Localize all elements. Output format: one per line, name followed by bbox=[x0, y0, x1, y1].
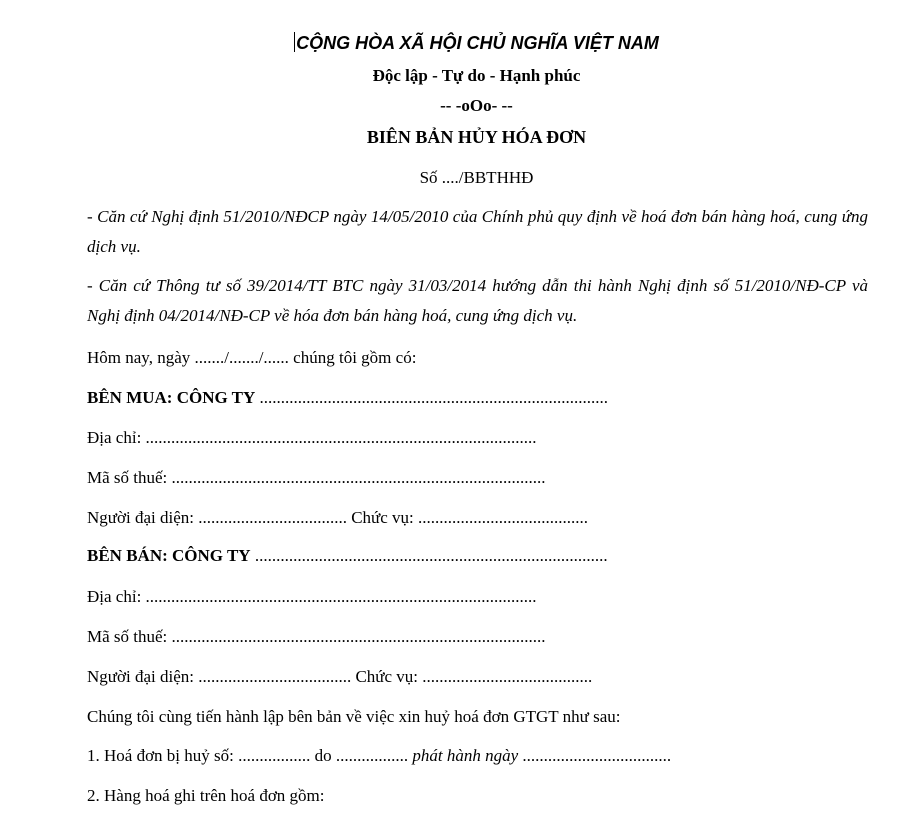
seller-representative: Người đại diện: .................................... Chức vụ: ........................................ bbox=[87, 667, 593, 686]
ornament-divider: -- -oOo- -- bbox=[440, 96, 513, 115]
seller-heading bbox=[87, 546, 608, 566]
seller-heading-label: BÊN BÁN: CÔNG TY bbox=[87, 546, 251, 565]
basis-paragraph-1: - Căn cứ Nghị định 51/2010/NĐCP ngày 14/05/2010 của Chính phủ quy định về hoá đơn bán hàng hoá, cung ứng dịch vụ. bbox=[87, 207, 868, 256]
statement: Chúng tôi cùng tiến hành lập bên bản về việc xin huỷ hoá đơn GTGT như sau: bbox=[87, 707, 621, 726]
nation-text: CỘNG HÒA XÃ HỘI CHỦ NGHĨA VIỆT NAM bbox=[296, 33, 659, 53]
buyer-address: Địa chỉ: ............................................................................................ bbox=[87, 428, 537, 447]
buyer-tax-code: Mã số thuế: ........................................................................................ bbox=[87, 468, 546, 487]
document-title: BIÊN BẢN HỦY HÓA ĐƠN bbox=[366, 127, 587, 147]
buyer-heading bbox=[87, 388, 608, 408]
meeting-intro: Hôm nay, ngày ......./......./...... chúng tôi gồm có: bbox=[87, 348, 417, 367]
item-1-suffix: ................................... bbox=[518, 746, 672, 765]
buyer-heading-fill: .................................................................................. bbox=[255, 388, 609, 407]
item-1 bbox=[87, 746, 671, 766]
seller-address: Địa chỉ: ............................................................................................ bbox=[87, 587, 537, 606]
buyer-representative: Người đại diện: ................................... Chức vụ: ........................................ bbox=[87, 508, 589, 527]
item-1-prefix: 1. Hoá đơn bị huỷ số: ................. do ................. bbox=[87, 746, 413, 765]
motto: Độc lập - Tự do - Hạnh phúc bbox=[372, 66, 581, 85]
nation-header bbox=[0, 32, 923, 53]
document-number: Số ..../BBTHHĐ bbox=[419, 168, 534, 187]
buyer-heading-label: BÊN MUA: CÔNG TY bbox=[87, 388, 256, 407]
seller-heading-fill: ................................................................................... bbox=[250, 546, 608, 565]
text-cursor bbox=[294, 32, 295, 52]
basis-paragraph-2: - Căn cứ Thông tư số 39/2014/TT BTC ngày 31/03/2014 hướng dẫn thi hành Nghị định số 51/2010/NĐ-CP và Nghị định 04/2014/NĐ-CP về hóa đơn bán hàng hoá, cung ứng dịch vụ. bbox=[87, 276, 868, 325]
item-2: 2. Hàng hoá ghi trên hoá đơn gồm: bbox=[87, 786, 325, 805]
item-1-italic: phát hành ngày bbox=[412, 746, 519, 765]
seller-tax-code: Mã số thuế: ........................................................................................ bbox=[87, 627, 546, 646]
